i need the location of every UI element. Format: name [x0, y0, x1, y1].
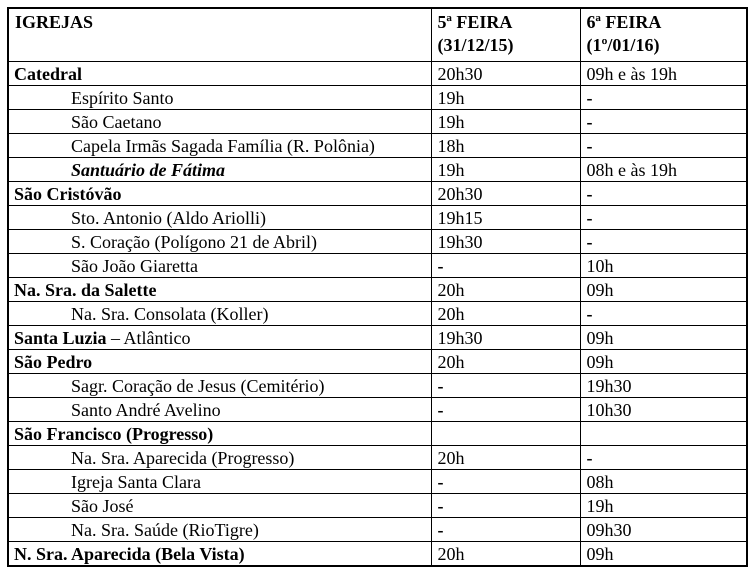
church-name-cell: [8, 518, 431, 542]
church-name-cell: [8, 350, 431, 374]
thursday-time-cell: -: [431, 518, 580, 542]
church-name: Espírito Santo: [71, 87, 174, 108]
table-row: [8, 542, 747, 567]
thursday-time-cell: 20h: [431, 542, 580, 567]
table-row: [8, 110, 747, 134]
church-name-cell: [8, 374, 431, 398]
thursday-time-cell: [431, 422, 580, 446]
friday-time-cell: -: [580, 446, 747, 470]
church-name: Na. Sra. Saúde (RioTigre): [71, 519, 259, 540]
church-name: N. Sra. Aparecida (Bela Vista): [14, 543, 245, 564]
church-name: São Caetano: [71, 111, 162, 132]
church-name: Sto. Antonio (Aldo Ariolli): [71, 207, 267, 228]
friday-time-cell: 09h: [580, 350, 747, 374]
table-row: [8, 134, 747, 158]
friday-time-cell: 09h e às 19h: [580, 62, 747, 86]
table-row: [8, 374, 747, 398]
header-thursday-title: 5ª FEIRA: [437, 12, 513, 32]
friday-time-cell: [580, 422, 747, 446]
church-name: Santuário de Fátima: [71, 159, 226, 180]
header-friday-date: (1º/01/16): [586, 35, 660, 55]
thursday-time-cell: 19h: [431, 158, 580, 182]
friday-time-cell: -: [580, 302, 747, 326]
church-name: São Francisco (Progresso): [14, 423, 214, 444]
friday-time-cell: 10h: [580, 254, 747, 278]
thursday-time-cell: 19h: [431, 86, 580, 110]
table-row: [8, 62, 747, 86]
church-name-cell: [8, 62, 431, 86]
thursday-time-cell: 20h30: [431, 62, 580, 86]
church-name-cell: [8, 134, 431, 158]
friday-time-cell: 19h: [580, 494, 747, 518]
header-friday-title: 6ª FEIRA: [586, 12, 662, 32]
church-name-cell: [8, 230, 431, 254]
header-row: [8, 8, 747, 62]
friday-time-cell: -: [580, 134, 747, 158]
thursday-time-cell: -: [431, 374, 580, 398]
thursday-time-cell: 19h30: [431, 230, 580, 254]
church-name-cell: [8, 494, 431, 518]
church-name-suffix: – Atlântico: [106, 327, 191, 348]
church-name: Na. Sra. Aparecida (Progresso): [71, 447, 295, 468]
thursday-time-cell: 20h: [431, 446, 580, 470]
church-name: S. Coração (Polígono 21 de Abril): [71, 231, 317, 252]
table-row: [8, 422, 747, 446]
table-row: [8, 446, 747, 470]
thursday-time-cell: 20h: [431, 350, 580, 374]
thursday-time-cell: -: [431, 398, 580, 422]
table-body: [8, 62, 747, 567]
church-name-cell: [8, 470, 431, 494]
table-row: [8, 182, 747, 206]
thursday-time-cell: 19h: [431, 110, 580, 134]
church-name-cell: [8, 542, 431, 567]
friday-time-cell: -: [580, 110, 747, 134]
friday-time-cell: 09h: [580, 278, 747, 302]
mass-schedule-table: [7, 7, 748, 567]
church-name-cell: [8, 326, 431, 350]
table-row: [8, 350, 747, 374]
table-row: [8, 326, 747, 350]
friday-time-cell: 08h: [580, 470, 747, 494]
friday-time-cell: 08h e às 19h: [580, 158, 747, 182]
church-name: São José: [71, 495, 134, 516]
table-row: [8, 470, 747, 494]
table-row: [8, 494, 747, 518]
table-row: [8, 86, 747, 110]
church-name: São Cristóvão: [14, 183, 122, 204]
table-row: [8, 230, 747, 254]
table-row: [8, 206, 747, 230]
friday-time-cell: 10h30: [580, 398, 747, 422]
thursday-time-cell: 19h15: [431, 206, 580, 230]
church-name-cell: [8, 446, 431, 470]
header-friday: [580, 8, 747, 62]
church-name: Igreja Santa Clara: [71, 471, 201, 492]
friday-time-cell: 19h30: [580, 374, 747, 398]
church-name: Catedral: [14, 63, 82, 84]
table-row: [8, 398, 747, 422]
thursday-time-cell: -: [431, 494, 580, 518]
church-name: Santa Luzia: [14, 327, 107, 348]
church-name-cell: [8, 422, 431, 446]
friday-time-cell: 09h: [580, 326, 747, 350]
church-name-cell: [8, 158, 431, 182]
friday-time-cell: -: [580, 230, 747, 254]
friday-time-cell: 09h30: [580, 518, 747, 542]
thursday-time-cell: -: [431, 470, 580, 494]
thursday-time-cell: 20h30: [431, 182, 580, 206]
church-name: São João Giaretta: [71, 255, 198, 276]
thursday-time-cell: -: [431, 254, 580, 278]
church-name: Capela Irmãs Sagada Família (R. Polônia): [71, 135, 375, 156]
church-name-cell: [8, 182, 431, 206]
church-name: Na. Sra. Consolata (Koller): [71, 303, 269, 324]
church-name-cell: [8, 398, 431, 422]
church-name-cell: [8, 254, 431, 278]
header-igrejas: IGREJAS: [8, 8, 431, 62]
church-name-cell: [8, 206, 431, 230]
church-name: Sagr. Coração de Jesus (Cemitério): [71, 375, 325, 396]
friday-time-cell: -: [580, 182, 747, 206]
church-name-cell: [8, 110, 431, 134]
table-header: [8, 8, 747, 62]
table-row: [8, 158, 747, 182]
friday-time-cell: 09h: [580, 542, 747, 567]
thursday-time-cell: 18h: [431, 134, 580, 158]
thursday-time-cell: 19h30: [431, 326, 580, 350]
table-row: [8, 278, 747, 302]
church-name-cell: [8, 278, 431, 302]
table-row: [8, 254, 747, 278]
table-row: [8, 518, 747, 542]
church-name: Na. Sra. da Salette: [14, 279, 157, 300]
friday-time-cell: -: [580, 206, 747, 230]
header-thursday-date: (31/12/15): [437, 35, 514, 55]
church-name: São Pedro: [14, 351, 93, 372]
thursday-time-cell: 20h: [431, 278, 580, 302]
church-name-cell: [8, 302, 431, 326]
church-name-cell: [8, 86, 431, 110]
thursday-time-cell: 20h: [431, 302, 580, 326]
church-name: Santo André Avelino: [71, 399, 221, 420]
friday-time-cell: -: [580, 86, 747, 110]
header-thursday: [431, 8, 580, 62]
table-row: [8, 302, 747, 326]
